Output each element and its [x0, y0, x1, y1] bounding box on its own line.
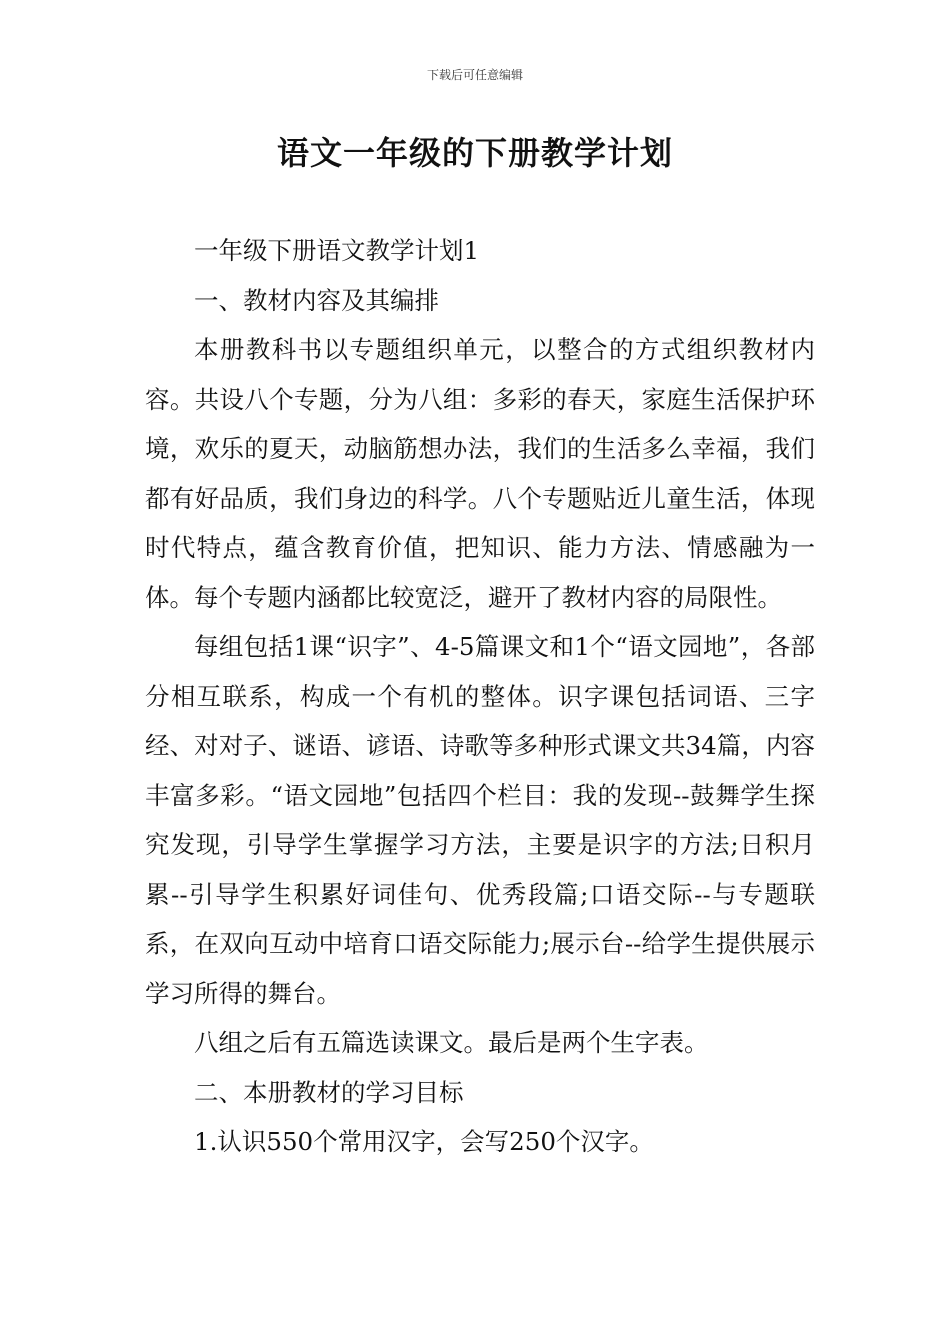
paragraph-units: 每组包括1课“识字”、4-5篇课文和1个“语文园地”，各部分相互联系，构成一个有机的整体。识字课包括词语、三字经、对对子、谜语、谚语、诗歌等多种形式课文共34篇，内容丰富多彩。“语文园地”包括四个栏目：我的发现--鼓舞学生探究发现，引导学生掌握学习方法，主要是识字的方法;日积月累--引导学生积累好词佳句、优秀段篇;口语交际--与专题联系，在双向互动中培育口语交际能力;展示台--给学生提供展示学习所得的舞台。 — [145, 632, 815, 1008]
paragraph-topics: 本册教科书以专题组织单元，以整合的方式组织教材内容。共设八个专题，分为八组：多彩的春天，家庭生活保护环境，欢乐的夏天，动脑筋想办法，我们的生活多么幸福，我们都有好品质，我们身边的科学。八个专题贴近儿童生活，体现时代特点，蕴含教育价值，把知识、能力方法、情感融为一体。每个专题内涵都比较宽泛，避开了教材内容的局限性。 — [145, 335, 815, 612]
paragraph-goal-1: 1.认识550个常用汉字，会写250个汉字。 — [194, 1127, 654, 1156]
document-body — [145, 226, 815, 1167]
section-heading-content: 一、教材内容及其编排 — [194, 285, 439, 315]
paragraph-appendix: 八组之后有五篇选读课文。最后是两个生字表。 — [194, 1028, 709, 1057]
header-note: 下载后可任意编辑 — [426, 68, 523, 82]
section-heading-plan: 一年级下册语文教学计划1 — [194, 236, 480, 265]
section-heading-goals: 二、本册教材的学习目标 — [194, 1077, 464, 1107]
document-title: 语文一年级的下册教学计划 — [276, 134, 673, 172]
